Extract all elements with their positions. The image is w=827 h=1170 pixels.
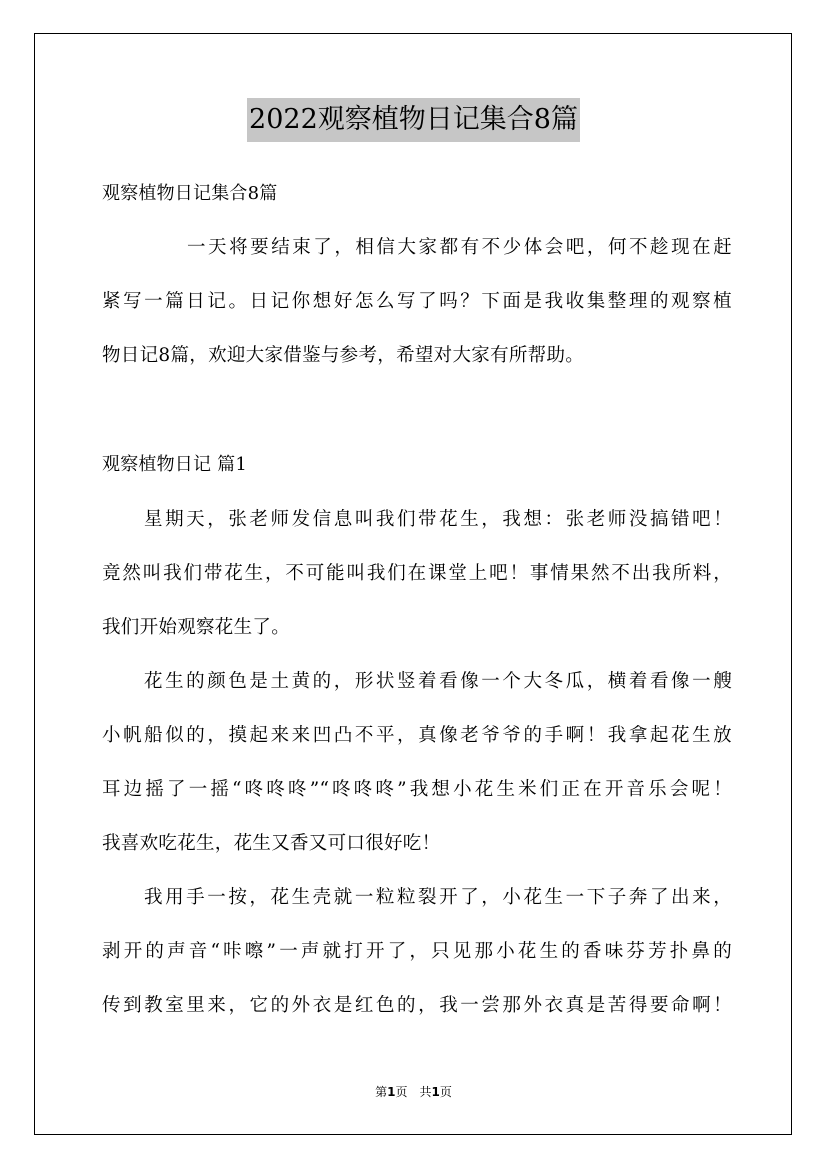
paragraph-line: 剥开的声音“咔嚓”一声就打开了，只见那小花生的香味芬芳扑鼻的 xyxy=(102,941,732,962)
document-subtitle: 观察植物日记集合8篇 xyxy=(102,183,278,204)
footer-suffix: 页 xyxy=(439,1085,452,1099)
footer-total-pages: 1 xyxy=(431,1085,440,1099)
paragraph-line: 花生的颜色是土黄的，形状竖着看像一个大冬瓜，横着看像一艘 xyxy=(144,671,732,692)
footer-prefix: 第 xyxy=(375,1085,388,1099)
paragraph-line: 我用手一按，花生壳就一粒粒裂开了，小花生一下子奔了出来， xyxy=(144,887,732,908)
paragraph-line: 我们开始观察花生了。 xyxy=(102,617,291,638)
paragraph-line: 我喜欢吃花生，花生又香又可口很好吃！ xyxy=(102,833,441,854)
document-title xyxy=(0,98,827,142)
paragraph-line: 竟然叫我们带花生，不可能叫我们在课堂上吧！事情果然不出我所料， xyxy=(102,563,732,584)
paragraph-line: 耳边摇了一摇“咚咚咚”“咚咚咚”我想小花生米们正在开音乐会呢！ xyxy=(102,779,732,800)
paragraph-line: 传到教室里来，它的外衣是红色的，我一尝那外衣真是苦得要命啊！ xyxy=(102,995,732,1016)
paragraph-line: 星期天，张老师发信息叫我们带花生，我想：张老师没搞错吧！ xyxy=(144,509,732,530)
page-footer xyxy=(0,1083,827,1101)
section-heading: 观察植物日记 篇1 xyxy=(102,454,247,475)
paragraph-line: 小帆船似的，摸起来来凹凸不平，真像老爷爷的手啊！我拿起花生放 xyxy=(102,725,732,746)
footer-page-number: 1 xyxy=(387,1085,396,1099)
intro-line: 紧写一篇日记。日记你想好怎么写了吗？下面是我收集整理的观察植 xyxy=(102,291,732,312)
intro-line: 一天将要结束了，相信大家都有不少体会吧，何不趁现在赶 xyxy=(187,237,732,258)
intro-line: 物日记8篇，欢迎大家借鉴与参考，希望对大家有所帮助。 xyxy=(102,345,585,366)
footer-mid: 页 共 xyxy=(395,1085,432,1099)
document-title-text: 2022观察植物日记集合8篇 xyxy=(247,98,580,142)
